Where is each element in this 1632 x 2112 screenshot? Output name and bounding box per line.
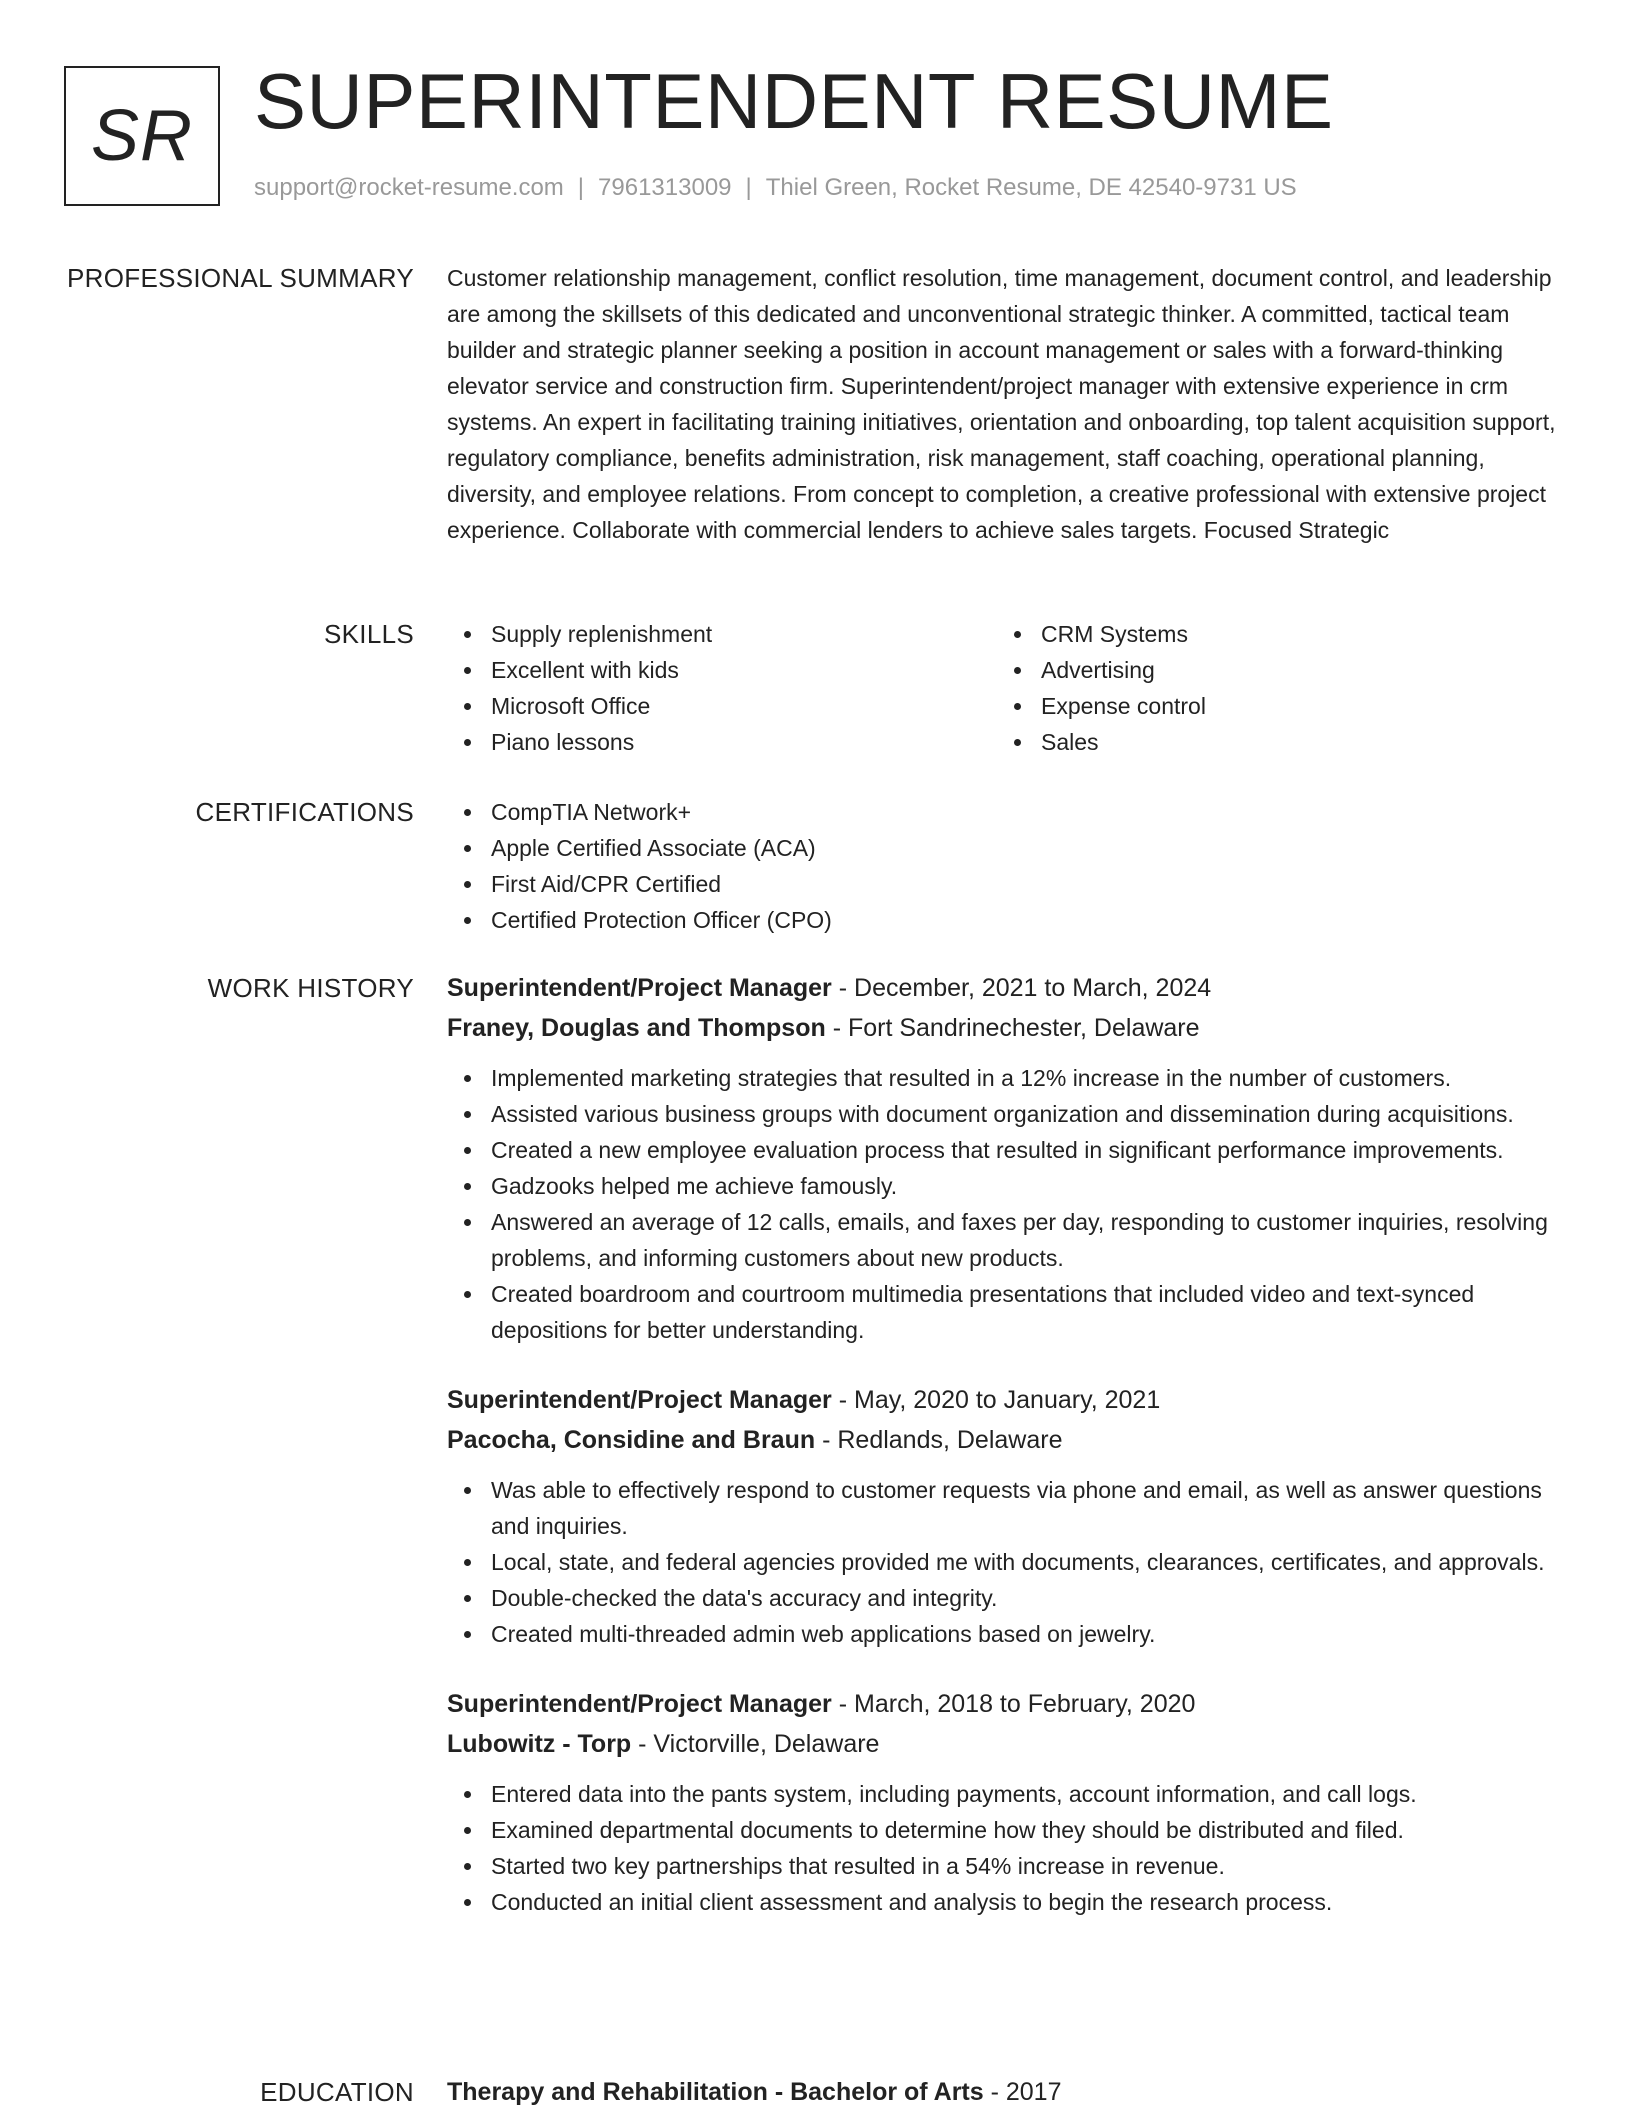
job-entry bbox=[447, 968, 1572, 1348]
job-title: Superintendent/Project Manager bbox=[447, 1690, 832, 1718]
job-bullet: Local, state, and federal agencies provided me with documents, clearances, certificates, and approvals. bbox=[491, 1544, 1572, 1580]
job-entry bbox=[447, 1380, 1572, 1652]
job-company-line bbox=[447, 1420, 1572, 1460]
skill-item: Piano lessons bbox=[491, 724, 997, 760]
job-location: - Fort Sandrinechester, Delaware bbox=[825, 1014, 1200, 1042]
job-bullet: Created multi-threaded admin web applications based on jewelry. bbox=[491, 1616, 1572, 1652]
job-entry bbox=[447, 1684, 1572, 1920]
education-section bbox=[447, 2072, 1572, 2112]
contact-line bbox=[254, 174, 1297, 202]
summary-heading: PROFESSIONAL SUMMARY bbox=[67, 263, 414, 293]
job-dates: - May, 2020 to January, 2021 bbox=[831, 1386, 1161, 1414]
education-heading: EDUCATION bbox=[260, 2077, 414, 2107]
job-bullet: Examined departmental documents to determine how they should be distributed and filed. bbox=[491, 1812, 1572, 1848]
contact-phone: 7961313009 bbox=[598, 174, 732, 201]
contact-separator: | bbox=[577, 174, 585, 201]
skills-section bbox=[447, 616, 1572, 760]
job-company: Lubowitz - Torp bbox=[447, 1730, 632, 1758]
skill-item: Excellent with kids bbox=[491, 652, 997, 688]
skill-item: Expense control bbox=[1041, 688, 1547, 724]
skills-column-right bbox=[997, 616, 1547, 760]
job-bullet: Double-checked the data's accuracy and integrity. bbox=[491, 1580, 1572, 1616]
certifications-heading: CERTIFICATIONS bbox=[195, 797, 414, 827]
job-company: Pacocha, Considine and Braun bbox=[447, 1426, 816, 1454]
job-bullet: Answered an average of 12 calls, emails, and faxes per day, responding to customer inquiries, resolving problems, and informing customers about new products. bbox=[491, 1204, 1572, 1276]
education-degree: Therapy and Rehabilitation - Bachelor of Arts bbox=[447, 2078, 984, 2106]
contact-address: Thiel Green, Rocket Resume, DE 42540-9731 US bbox=[765, 174, 1297, 201]
job-location: - Redlands, Delaware bbox=[815, 1426, 1063, 1454]
skill-item: Microsoft Office bbox=[491, 688, 997, 724]
monogram-badge bbox=[64, 66, 220, 206]
certification-item: Apple Certified Associate (ACA) bbox=[491, 830, 1572, 866]
certification-item: First Aid/CPR Certified bbox=[491, 866, 1572, 902]
job-bullets bbox=[447, 1472, 1572, 1652]
certification-item: Certified Protection Officer (CPO) bbox=[491, 902, 1572, 938]
education-year: - 2017 bbox=[983, 2078, 1062, 2106]
job-bullet: Assisted various business groups with document organization and dissemination during acquisitions. bbox=[491, 1096, 1572, 1132]
job-title: Superintendent/Project Manager bbox=[447, 974, 832, 1002]
job-title-line bbox=[447, 1684, 1572, 1724]
skill-item: CRM Systems bbox=[1041, 616, 1547, 652]
certifications-section bbox=[447, 794, 1572, 938]
skill-item: Sales bbox=[1041, 724, 1547, 760]
job-bullet: Created a new employee evaluation process that resulted in significant performance improvements. bbox=[491, 1132, 1572, 1168]
job-company-line bbox=[447, 1008, 1572, 1048]
resume-title: SUPERINTENDENT RESUME bbox=[254, 57, 1334, 145]
job-bullets bbox=[447, 1060, 1572, 1348]
job-bullet: Conducted an initial client assessment and analysis to begin the research process. bbox=[491, 1884, 1572, 1920]
job-title-line bbox=[447, 968, 1572, 1008]
job-bullet: Started two key partnerships that resulted in a 54% increase in revenue. bbox=[491, 1848, 1572, 1884]
job-bullet: Created boardroom and courtroom multimedia presentations that included video and text-synced depositions for better understanding. bbox=[491, 1276, 1572, 1348]
summary-text: Customer relationship management, conflict resolution, time management, document control, and leadership are among the skillsets of this dedicated and unconventional strategic thinker. A committed, tactical team builder and strategic planner seeking a position in account management or sales with a forward-thinking elevator service and construction firm. Superintendent/project manager with extensive experience in crm systems. An expert in facilitating training initiatives, orientation and onboarding, top talent acquisition support, regulatory compliance, benefits administration, risk management, staff coaching, operational planning, diversity, and employee relations. From concept to completion, a creative professional with extensive project experience. Collaborate with commercial lenders to achieve sales targets. Focused Strategic bbox=[447, 265, 1556, 543]
work-history-heading: WORK HISTORY bbox=[207, 973, 414, 1003]
job-bullet: Implemented marketing strategies that resulted in a 12% increase in the number of customers. bbox=[491, 1060, 1572, 1096]
skills-heading: SKILLS bbox=[324, 619, 414, 649]
contact-email: support@rocket-resume.com bbox=[254, 174, 564, 201]
skill-item: Advertising bbox=[1041, 652, 1547, 688]
job-title-line bbox=[447, 1380, 1572, 1420]
job-location: - Victorville, Delaware bbox=[631, 1730, 880, 1758]
monogram-initials: SR bbox=[90, 96, 194, 176]
job-bullet: Gadzooks helped me achieve famously. bbox=[491, 1168, 1572, 1204]
job-company-line bbox=[447, 1724, 1572, 1764]
job-bullets bbox=[447, 1776, 1572, 1920]
job-bullet: Was able to effectively respond to customer requests via phone and email, as well as answer questions and inquiries. bbox=[491, 1472, 1572, 1544]
job-title: Superintendent/Project Manager bbox=[447, 1386, 832, 1414]
skill-item: Supply replenishment bbox=[491, 616, 997, 652]
job-bullet: Entered data into the pants system, including payments, account information, and call logs. bbox=[491, 1776, 1572, 1812]
job-dates: - December, 2021 to March, 2024 bbox=[831, 974, 1212, 1002]
certification-item: CompTIA Network+ bbox=[491, 794, 1572, 830]
job-company: Franey, Douglas and Thompson bbox=[447, 1014, 826, 1042]
contact-separator: | bbox=[745, 174, 752, 201]
summary-section bbox=[447, 260, 1572, 548]
work-history-section bbox=[447, 968, 1572, 1952]
job-dates: - March, 2018 to February, 2020 bbox=[831, 1690, 1196, 1718]
skills-column-left bbox=[447, 616, 997, 760]
